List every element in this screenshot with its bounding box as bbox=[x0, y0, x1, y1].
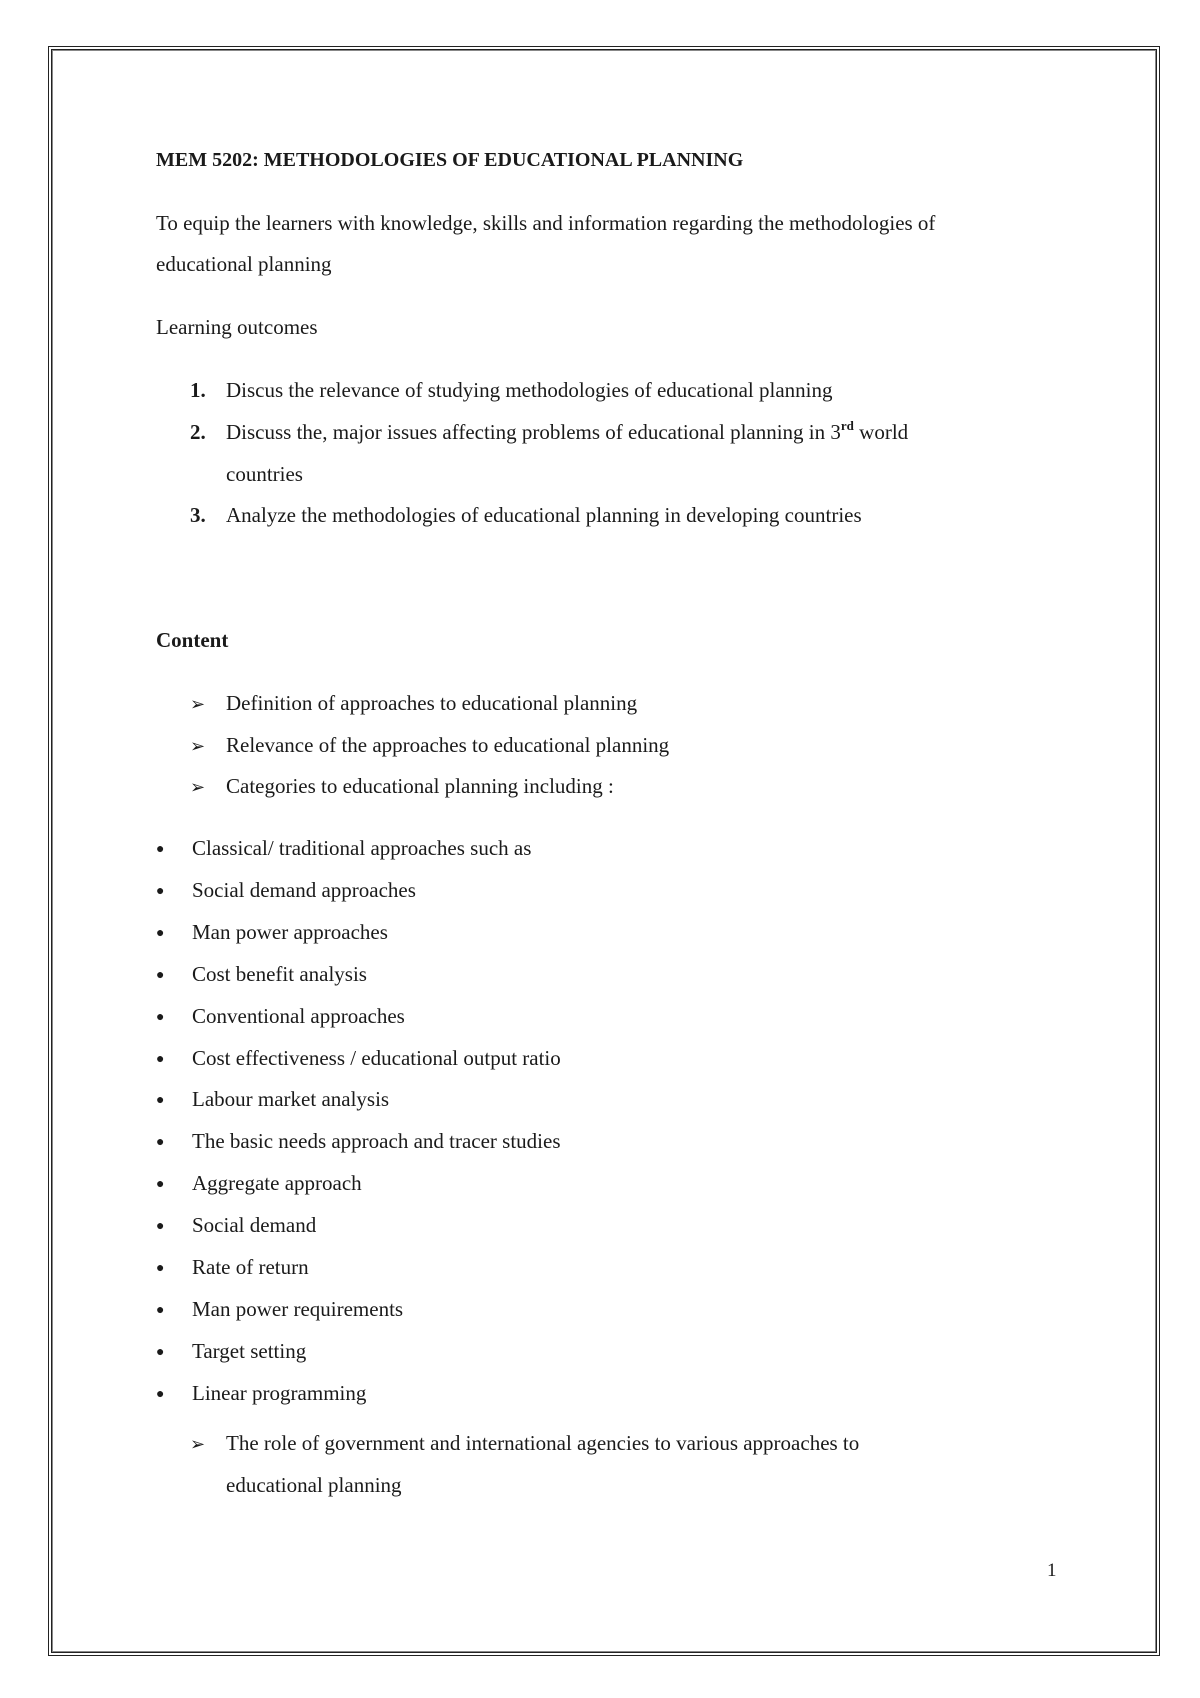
list-item bbox=[156, 1048, 561, 1069]
list-item bbox=[156, 1257, 309, 1278]
outcome-number: 3. bbox=[190, 503, 206, 527]
bullet-icon: ● bbox=[156, 1303, 165, 1318]
list-item-text: The basic needs approach and tracer studies bbox=[192, 1129, 561, 1153]
arrow-item-final-continuation: educational planning bbox=[226, 1473, 402, 1497]
bullet-icon: ● bbox=[156, 926, 165, 941]
arrow-bullet-icon: ➢ bbox=[190, 1434, 206, 1454]
list-item-text: Cost effectiveness / educational output ratio bbox=[192, 1046, 561, 1070]
list-item-text: Linear programming bbox=[192, 1381, 367, 1405]
outcome-text: Discuss the, major issues affecting problems of educational planning in 3 bbox=[226, 420, 841, 444]
list-item bbox=[156, 1131, 561, 1152]
arrow-bullet-icon: ➢ bbox=[190, 736, 206, 756]
list-item-text: Man power requirements bbox=[192, 1297, 404, 1321]
arrow-item: ➢ Relevance of the approaches to educational planning bbox=[190, 733, 670, 757]
bullet-icon: ● bbox=[156, 1219, 165, 1234]
outcome-item-1 bbox=[190, 380, 833, 401]
bullet-icon: ● bbox=[156, 1010, 165, 1025]
bullet-icon: ● bbox=[156, 1093, 165, 1108]
arrow-bullet-icon: ➢ bbox=[190, 694, 206, 714]
outcome-item-2-continuation: countries bbox=[226, 462, 303, 486]
list-item bbox=[156, 922, 388, 943]
list-item bbox=[156, 1089, 389, 1110]
list-item-text: Social demand bbox=[192, 1213, 317, 1237]
list-item-text: Social demand approaches bbox=[192, 878, 416, 902]
list-item bbox=[156, 1173, 362, 1194]
list-item bbox=[156, 1383, 366, 1404]
superscript: rd bbox=[840, 418, 854, 433]
bullet-icon: ● bbox=[156, 1177, 165, 1192]
objective-line-2: educational planning bbox=[156, 252, 332, 276]
list-item bbox=[156, 838, 531, 859]
arrow-bullet-icon: ➢ bbox=[190, 777, 206, 797]
learning-outcomes-heading: Learning outcomes bbox=[156, 315, 318, 339]
bullet-icon: ● bbox=[156, 1387, 165, 1402]
list-item-text: Labour market analysis bbox=[192, 1087, 390, 1111]
list-item-text: Rate of return bbox=[192, 1255, 309, 1279]
list-item-text: Man power approaches bbox=[192, 920, 388, 944]
list-item bbox=[156, 964, 367, 985]
list-item-text: Conventional approaches bbox=[192, 1004, 405, 1028]
document-title: MEM 5202: METHODOLOGIES OF EDUCATIONAL PLANNING bbox=[156, 149, 744, 171]
list-item bbox=[156, 1006, 405, 1027]
outcome-item-3 bbox=[190, 505, 862, 526]
arrow-item: ➢ Categories to educational planning including : bbox=[190, 774, 614, 798]
list-item bbox=[156, 1215, 316, 1236]
outcome-number: 2. bbox=[190, 420, 206, 444]
bullet-icon: ● bbox=[156, 1052, 165, 1067]
outcome-number: 1. bbox=[190, 378, 206, 402]
bullet-icon: ● bbox=[156, 842, 165, 857]
objective-line-1: To equip the learners with knowledge, skills and information regarding the methodologies of bbox=[156, 211, 936, 235]
arrow-item-final: ➢ The role of government and international agencies to various approaches to bbox=[190, 1431, 860, 1455]
list-item bbox=[156, 880, 416, 901]
outcome-item-2 bbox=[190, 418, 909, 444]
bullet-icon: ● bbox=[156, 1135, 165, 1150]
list-item-text: Classical/ traditional approaches such as bbox=[192, 836, 532, 860]
outcome-text: Analyze the methodologies of educational planning in developing countries bbox=[226, 503, 862, 527]
bullet-icon: ● bbox=[156, 884, 165, 899]
list-item bbox=[156, 1341, 306, 1362]
list-item bbox=[156, 1299, 403, 1320]
list-item-text: Cost benefit analysis bbox=[192, 962, 367, 986]
bullet-icon: ● bbox=[156, 1261, 165, 1276]
page-number: 1 bbox=[1047, 1560, 1057, 1581]
outcome-text: Discus the relevance of studying methodologies of educational planning bbox=[226, 378, 833, 402]
list-item-text: Aggregate approach bbox=[192, 1171, 362, 1195]
outcome-text-tail: world bbox=[853, 420, 909, 444]
bullet-icon: ● bbox=[156, 968, 165, 983]
arrow-item: ➢ Definition of approaches to educational planning bbox=[190, 691, 638, 715]
list-item-text: Target setting bbox=[192, 1339, 307, 1363]
bullet-icon: ● bbox=[156, 1345, 165, 1360]
content-heading: Content bbox=[156, 628, 229, 652]
